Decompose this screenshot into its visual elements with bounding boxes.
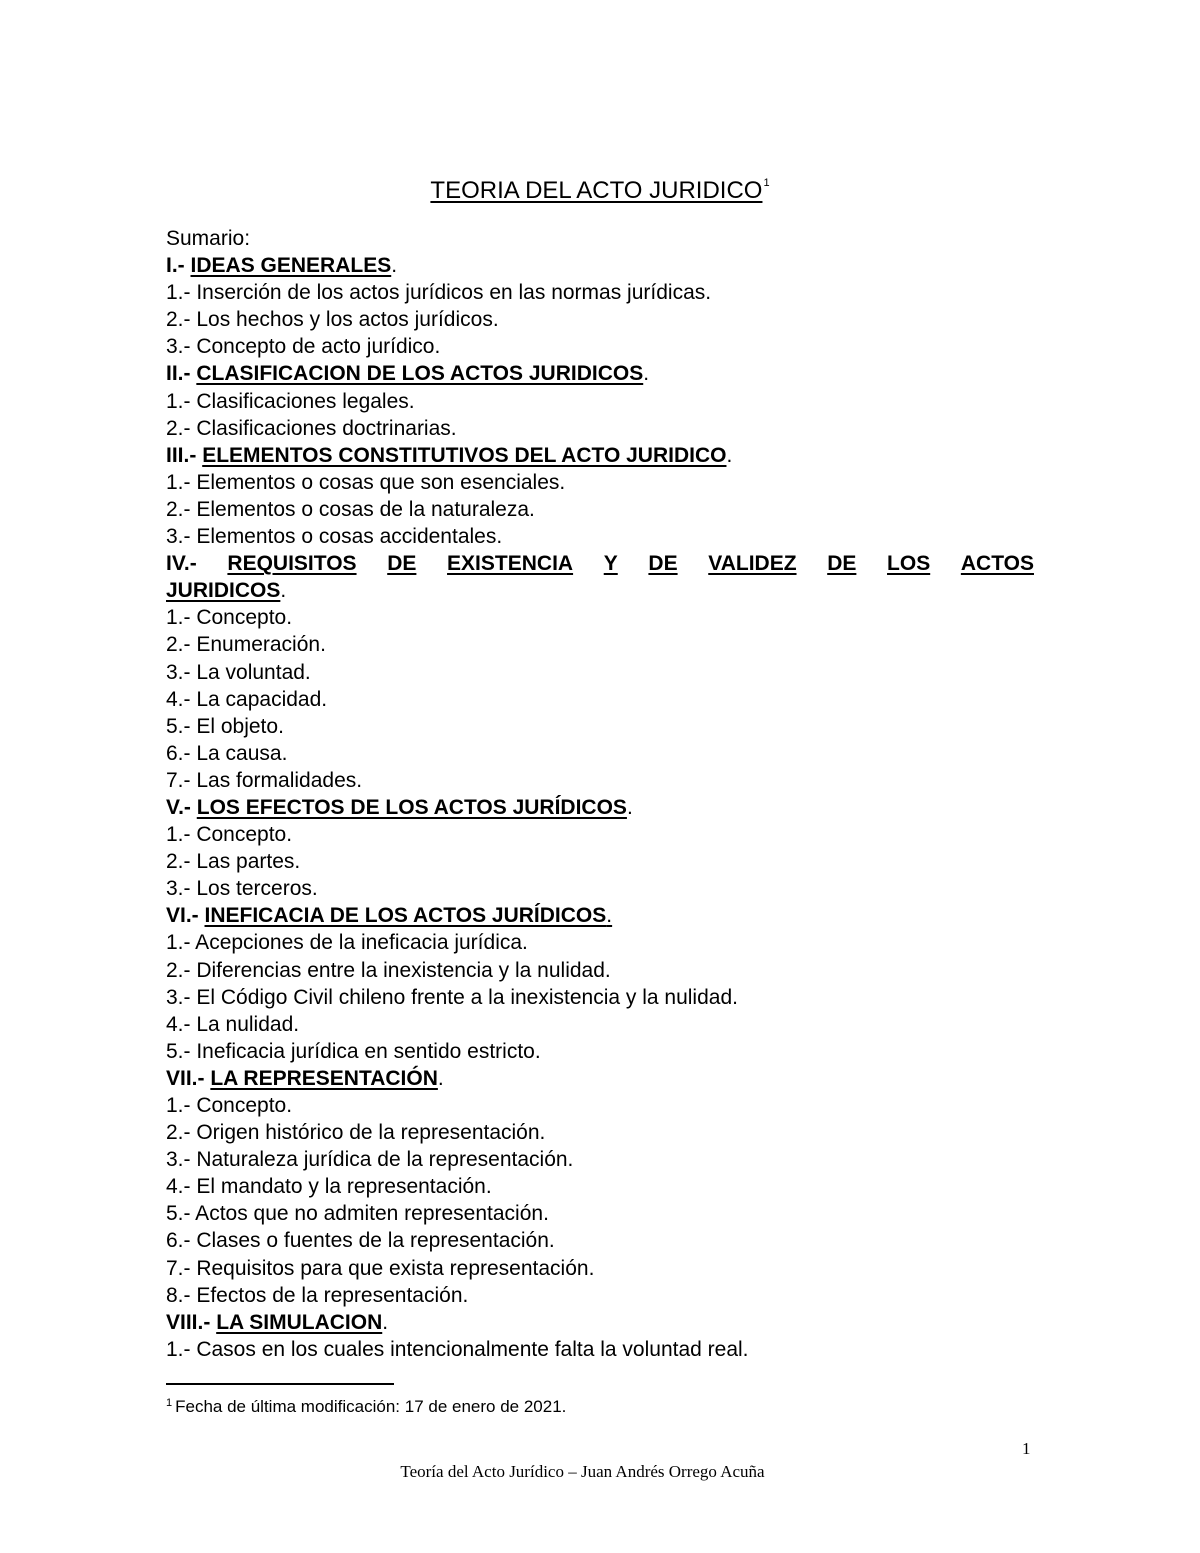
section-heading: I.- IDEAS GENERALES.	[166, 254, 398, 278]
summary-item: 4.- El mandato y la representación.	[166, 1175, 492, 1199]
summary-item: 3.- Los terceros.	[166, 877, 318, 901]
summary	[166, 225, 1034, 1363]
section-title: LOS EFECTOS DE LOS ACTOS JURÍDICOS	[196, 795, 627, 819]
section-numeral: VI.-	[166, 904, 199, 928]
section-heading: VI.- INEFICACIA DE LOS ACTOS JURÍDICOS.	[166, 904, 613, 928]
summary-item: 7.- Las formalidades.	[166, 768, 363, 792]
section-heading: VIII.- LA SIMULACION.	[166, 1310, 389, 1334]
section-numeral: VII.-	[166, 1066, 205, 1090]
summary-item: 2.- Diferencias entre la inexistencia y la nulidad.	[166, 958, 611, 982]
summary-item: 2.- Clasificaciones doctrinarias.	[166, 416, 457, 440]
section-numeral: V.-	[166, 795, 191, 819]
summary-item: 1.- Concepto.	[166, 823, 293, 847]
summary-item: 2.- Enumeración.	[166, 633, 326, 657]
section-title: JURIDICOS	[166, 579, 281, 603]
section-title-word: ACTOS	[960, 552, 1034, 576]
running-footer: Teoría del Acto Jurídico – Juan Andrés Orrego Acuña	[400, 1462, 765, 1481]
section-title: IDEAS GENERALES	[190, 254, 392, 278]
summary-item: 4.- La capacidad.	[166, 687, 328, 711]
summary-item: 1.- Concepto.	[166, 606, 293, 630]
section-numeral: II.-	[166, 362, 191, 386]
summary-item: 6.- La causa.	[166, 741, 288, 765]
summary-item: 1.- Elementos o cosas que son esenciales.	[166, 470, 566, 494]
title-footnote-ref: 1	[763, 177, 770, 189]
section-heading: VII.- LA REPRESENTACIÓN.	[166, 1066, 444, 1090]
summary-label: Sumario:	[166, 227, 251, 250]
section-heading: III.- ELEMENTOS CONSTITUTIVOS DEL ACTO JURIDICO.	[166, 443, 733, 467]
section-title: INEFICACIA DE LOS ACTOS JURÍDICOS	[204, 904, 607, 928]
footnote-ref: 1	[166, 1397, 173, 1409]
summary-item: 8.- Efectos de la representación.	[166, 1283, 469, 1307]
summary-item: 7.- Requisitos para que exista representación.	[166, 1256, 595, 1280]
section-title-word: EXISTENCIA	[447, 552, 574, 576]
section-numeral: I.-	[166, 254, 185, 278]
summary-item: 2.- Los hechos y los actos jurídicos.	[166, 308, 499, 332]
section-title: LA REPRESENTACIÓN	[210, 1066, 438, 1090]
document-title: TEORIA DEL ACTO JURIDICO	[430, 177, 763, 204]
footnote	[166, 1392, 566, 1418]
summary-item: 3.- El Código Civil chileno frente a la inexistencia y la nulidad.	[166, 985, 738, 1009]
summary-item: 5.- Ineficacia jurídica en sentido estricto.	[166, 1039, 541, 1063]
section-heading	[166, 550, 1034, 577]
section-title-word: DE	[827, 552, 857, 576]
section-title: ELEMENTOS CONSTITUTIVOS DEL ACTO JURIDICO	[202, 443, 727, 467]
section-title-word: REQUISITOS	[227, 552, 357, 576]
summary-item: 1.- Acepciones de la ineficacia jurídica.	[166, 931, 528, 955]
section-heading: II.- CLASIFICACION DE LOS ACTOS JURIDICOS.	[166, 362, 650, 386]
section-heading-continuation: JURIDICOS.	[166, 579, 287, 603]
footnote-text: Fecha de última modificación: 17 de enero de 2021.	[175, 1397, 567, 1416]
summary-item: 3.- Elementos o cosas accidentales.	[166, 525, 503, 549]
page-title	[0, 168, 1200, 206]
section-title-word: DE	[387, 552, 417, 576]
summary-item: 3.- Concepto de acto jurídico.	[166, 335, 441, 359]
section-title-word: Y	[603, 552, 618, 576]
summary-item: 2.- Elementos o cosas de la naturaleza.	[166, 497, 535, 521]
summary-item: 5.- Actos que no admiten representación.	[166, 1202, 549, 1226]
section-numeral: III.-	[166, 443, 197, 467]
summary-item: 2.- Origen histórico de la representación.	[166, 1121, 546, 1145]
section-title: LA SIMULACION	[216, 1310, 383, 1334]
summary-item: 1.- Concepto.	[166, 1094, 293, 1117]
summary-item: 1.- Inserción de los actos jurídicos en las normas jurídicas.	[166, 281, 712, 305]
summary-item: 4.- La nulidad.	[166, 1012, 300, 1036]
section-title-word: DE	[648, 552, 678, 576]
footnote-separator	[166, 1383, 394, 1385]
summary-item: 3.- La voluntad.	[166, 660, 311, 684]
summary-item: 3.- Naturaleza jurídica de la representación.	[166, 1148, 574, 1172]
summary-item: 5.- El objeto.	[166, 714, 284, 738]
section-heading: V.- LOS EFECTOS DE LOS ACTOS JURÍDICOS.	[166, 795, 633, 819]
summary-item: 2.- Las partes.	[166, 850, 301, 874]
section-title-word: LOS	[887, 552, 931, 576]
section-numeral: VIII.-	[166, 1310, 211, 1334]
summary-item: 6.- Clases o fuentes de la representación.	[166, 1229, 555, 1253]
section-title: CLASIFICACION DE LOS ACTOS JURIDICOS	[196, 362, 644, 386]
summary-item: 1.- Casos en los cuales intencionalmente falta la voluntad real.	[166, 1337, 749, 1361]
section-numeral: IV.-	[166, 552, 197, 576]
section-title-word: VALIDEZ	[708, 552, 797, 576]
page-number: 1	[1022, 1439, 1031, 1458]
summary-item: 1.- Clasificaciones legales.	[166, 389, 415, 413]
